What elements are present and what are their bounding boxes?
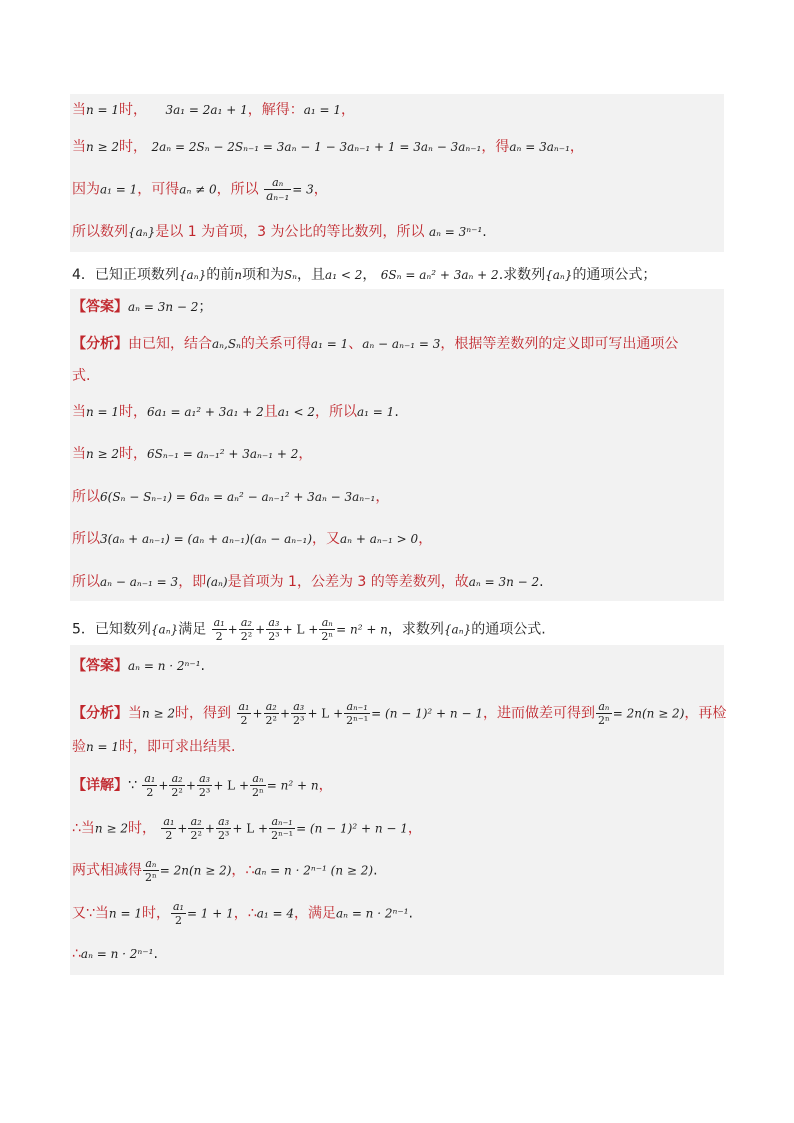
text-segment: 两式相减得 xyxy=(72,862,142,879)
text-segment: 所以 xyxy=(72,574,100,590)
section-tag: 【答案】 xyxy=(72,658,128,674)
math-expression: 6Sₙ₋₁ = aₙ₋₁² + 3aₙ₋₁ + 2 xyxy=(147,447,299,461)
math-expression: 2aₙ = 2Sₙ − 2Sₙ₋₁ = 3aₙ − 1 − 3aₙ₋₁ + 1 = 3aₙ − 3aₙ₋₁ xyxy=(151,140,482,154)
fraction-denominator: 2³ xyxy=(217,829,230,842)
math-expression: + xyxy=(255,622,266,637)
fraction-numerator: a₃ xyxy=(266,616,281,630)
math-expression: = (n − 1)² + n − 1 xyxy=(371,706,483,721)
text-segment: ， xyxy=(318,777,333,794)
text-segment: . xyxy=(539,574,544,590)
text-segment: ， xyxy=(313,181,328,198)
fraction xyxy=(250,772,266,799)
text-segment: ，∴ xyxy=(233,905,257,922)
text-segment: ， xyxy=(418,531,433,547)
math-expression: {aₙ} xyxy=(178,268,207,282)
text-segment: 1 xyxy=(187,224,197,240)
section-tag: 【详解】 xyxy=(72,777,128,794)
b1-line-2 xyxy=(72,137,722,157)
math-expression: {aₙ} xyxy=(150,622,179,637)
math-expression: = 1 + 1 xyxy=(186,906,234,921)
math-expression: + xyxy=(252,706,263,721)
text-segment: 5．已知数列 xyxy=(72,621,151,638)
text-segment: 时， xyxy=(119,102,148,118)
text-segment: 当 xyxy=(72,102,86,118)
fraction-numerator: a₁ xyxy=(213,616,225,629)
text-segment: . xyxy=(153,946,158,962)
text-segment: ，∴ xyxy=(231,862,255,879)
math-expression: + xyxy=(204,821,215,836)
math-expression: aₙ = n · 2ⁿ⁻¹ (n ≥ 2) xyxy=(254,863,374,878)
math-expression: 6Sₙ = aₙ² + 3aₙ + 2 xyxy=(380,268,499,282)
text-segment: 所以 xyxy=(72,531,100,547)
text-segment: 当 xyxy=(72,404,86,420)
text-segment: 3 xyxy=(257,224,267,240)
text-segment: ，所以 xyxy=(216,181,259,198)
text-segment: 当 xyxy=(128,705,142,722)
math-expression: a₁ = 1 xyxy=(303,103,341,117)
section-tag: 【答案】 xyxy=(72,299,128,315)
b2-analysis-cont xyxy=(72,366,722,386)
question-4 xyxy=(72,265,722,285)
math-expression: aₙ = 3ⁿ⁻¹ xyxy=(428,225,483,239)
text-segment: . xyxy=(394,404,399,420)
fraction-denominator: 2³ xyxy=(293,714,305,727)
text-segment: 验 xyxy=(72,739,86,755)
math-expression: aₙ − aₙ₋₁ = 3 xyxy=(100,575,179,589)
fraction xyxy=(237,700,252,727)
fraction-numerator: a₁ xyxy=(238,700,250,713)
text-segment: 且 xyxy=(263,404,278,420)
fraction xyxy=(197,772,212,799)
math-expression: aₙ = n · 2ⁿ⁻¹ xyxy=(128,659,201,673)
text-segment: ， xyxy=(375,489,390,505)
fraction-numerator: aₙ₋₁ xyxy=(344,700,370,714)
text-segment: 项和为 xyxy=(241,267,284,283)
text-segment: ， xyxy=(341,102,355,118)
math-expression: = 3 xyxy=(292,182,314,197)
text-segment: 所以 xyxy=(72,489,100,505)
text-segment: 式. xyxy=(72,368,91,384)
fraction-denominator: 2 xyxy=(174,914,182,927)
fraction xyxy=(344,700,370,727)
math-expression: aₙ + aₙ₋₁ > 0 xyxy=(340,532,419,546)
text-segment: ，所以 xyxy=(315,404,358,420)
b2-step-3 xyxy=(72,487,722,507)
text-segment: ，根据等差数列的定义即可写出通项公 xyxy=(440,336,679,352)
fraction-denominator: 2 xyxy=(146,786,154,799)
fraction-numerator: a₃ xyxy=(291,700,306,714)
fraction xyxy=(142,772,157,799)
fraction xyxy=(171,900,186,927)
fraction-numerator: aₙ xyxy=(596,700,612,714)
text-segment: ； xyxy=(198,299,213,315)
b1-line-3 xyxy=(72,176,722,203)
b3-analysis xyxy=(72,700,727,727)
fraction-denominator: 2² xyxy=(171,786,183,799)
math-expression: aₙ = 3n − 2 xyxy=(468,575,540,589)
math-expression: {aₙ} xyxy=(443,622,472,637)
fraction-denominator: 2ⁿ xyxy=(321,630,334,643)
math-expression: = n² + n xyxy=(266,778,319,793)
fraction xyxy=(212,616,227,643)
b3-detail-2 xyxy=(72,815,722,842)
text-segment: . xyxy=(200,658,205,674)
text-segment: 3 xyxy=(357,574,367,590)
text-segment: ，再检 xyxy=(684,705,727,722)
text-segment: 的通项公式； xyxy=(572,267,657,283)
fraction-numerator: a₂ xyxy=(188,815,203,829)
fraction-numerator: a₂ xyxy=(169,772,184,786)
b3-detail-5 xyxy=(72,944,722,964)
b2-step-4 xyxy=(72,529,722,549)
fraction xyxy=(143,857,159,884)
text-segment: 的通项公式. xyxy=(471,621,546,638)
math-expression: n ≥ 2 xyxy=(86,140,120,154)
text-segment: ，即 xyxy=(178,574,207,590)
section-tag: 【分析】 xyxy=(72,336,128,352)
fraction-denominator: 2ⁿ xyxy=(597,714,610,727)
fraction xyxy=(161,815,176,842)
fraction-denominator: 2 xyxy=(215,630,223,643)
math-expression: n xyxy=(234,268,242,282)
b1-line-1 xyxy=(72,100,722,120)
fraction xyxy=(264,176,291,203)
text-segment: 是以 xyxy=(155,224,184,240)
math-expression: 3(aₙ + aₙ₋₁) = (aₙ + aₙ₋₁)(aₙ − aₙ₋₁) xyxy=(100,532,312,546)
text-segment: 因为 xyxy=(72,181,100,198)
math-expression: aₙ = 3n − 2 xyxy=(128,300,199,314)
fraction xyxy=(264,700,279,727)
fraction-numerator: a₃ xyxy=(197,772,212,786)
text-segment: 的关系可得 xyxy=(240,336,311,352)
fraction-denominator: 2³ xyxy=(268,630,280,643)
fraction xyxy=(291,700,306,727)
fraction-numerator: a₁ xyxy=(172,900,184,913)
math-expression: + xyxy=(227,622,238,637)
math-expression: n ≥ 2 xyxy=(94,821,128,836)
fraction-numerator: aₙ xyxy=(264,176,291,190)
section-tag: 【分析】 xyxy=(72,705,128,722)
text-segment: 时， xyxy=(127,820,156,837)
text-segment: ， xyxy=(407,820,422,837)
fraction-numerator: aₙ xyxy=(143,857,159,871)
math-expression: aₙ,Sₙ xyxy=(212,337,241,351)
fraction-numerator: a₁ xyxy=(144,772,156,785)
math-expression: + xyxy=(158,778,169,793)
text-segment: 时，得到 xyxy=(175,705,232,722)
b3-detail-4 xyxy=(72,900,722,927)
text-segment: ∴当 xyxy=(72,820,95,837)
fraction-denominator: 2 xyxy=(240,714,248,727)
math-expression: a₁ = 1 xyxy=(100,182,138,197)
math-expression: + L + xyxy=(282,622,319,637)
text-segment: ，求数列 xyxy=(387,621,444,638)
text-segment: .求数列 xyxy=(498,267,546,283)
text-segment: ，解得： xyxy=(247,102,304,118)
fraction-numerator: a₁ xyxy=(163,815,175,828)
text-segment: ，得 xyxy=(481,139,510,155)
fraction xyxy=(596,700,612,727)
text-segment: 又∵当 xyxy=(72,905,109,922)
math-expression: + L + xyxy=(213,778,250,793)
text-segment: 满足 xyxy=(178,621,207,638)
text-segment: ∴ xyxy=(72,946,81,962)
math-expression: n = 1 xyxy=(108,906,142,921)
text-segment: 为首项， xyxy=(201,224,258,240)
text-segment: 、 xyxy=(348,336,363,352)
math-expression: a₁ = 1 xyxy=(357,405,395,419)
b1-line-4 xyxy=(72,222,722,242)
math-expression: (aₙ) xyxy=(206,575,228,589)
text-segment: ∵ xyxy=(128,777,137,794)
question-5 xyxy=(72,616,722,643)
math-expression: a₁ < 2 xyxy=(277,405,316,419)
text-segment: 的前 xyxy=(206,267,235,283)
math-expression: aₙ − aₙ₋₁ = 3 xyxy=(362,337,441,351)
fraction-denominator: 2³ xyxy=(198,786,211,799)
fraction-numerator: a₂ xyxy=(239,616,254,630)
fraction-numerator: aₙ₋₁ xyxy=(269,815,295,829)
fraction-numerator: aₙ xyxy=(319,616,335,630)
math-expression: aₙ = n · 2ⁿ⁻¹ xyxy=(335,906,409,921)
text-segment: 所以数列 xyxy=(72,224,128,240)
fraction-denominator: 2² xyxy=(190,829,202,842)
fraction-denominator: 2ⁿ xyxy=(145,871,157,884)
fraction xyxy=(188,815,203,842)
math-expression: 3a₁ = 2a₁ + 1 xyxy=(165,103,248,117)
b2-step-2 xyxy=(72,444,722,464)
math-expression: n = 1 xyxy=(86,740,120,754)
fraction-denominator: 2ⁿ xyxy=(252,786,264,799)
text-segment: ，可得 xyxy=(137,181,180,198)
fraction xyxy=(269,815,295,842)
text-segment: 是首项为 xyxy=(227,574,284,590)
text-segment: ， xyxy=(362,267,377,283)
text-segment: ，且 xyxy=(297,267,326,283)
text-segment: 时， xyxy=(119,446,148,462)
text-segment: 为公比的等比数列，所以 xyxy=(270,224,425,240)
text-segment: ，公差为 xyxy=(296,574,353,590)
fraction xyxy=(169,772,184,799)
text-segment: ， xyxy=(569,139,584,155)
text-segment: 时， xyxy=(119,139,148,155)
math-expression: = 2n(n ≥ 2) xyxy=(612,706,685,721)
text-segment: ， xyxy=(298,446,313,462)
math-expression: aₙ = 3aₙ₋₁ xyxy=(509,140,570,154)
math-expression: a₁ < 2 xyxy=(325,268,363,282)
fraction-denominator: aₙ₋₁ xyxy=(266,189,290,203)
math-expression: n ≥ 2 xyxy=(142,706,176,721)
b3-analysis-cont xyxy=(72,737,722,757)
math-expression: {aₙ} xyxy=(545,268,573,282)
text-segment: . xyxy=(408,905,413,922)
math-expression: 6a₁ = a₁² + 3a₁ + 2 xyxy=(147,405,264,419)
text-segment: 的等差数列，故 xyxy=(370,574,469,590)
fraction-denominator: 2 xyxy=(165,829,173,842)
fraction xyxy=(216,815,231,842)
text-segment: 1 xyxy=(288,574,297,590)
math-expression: a₁ = 1 xyxy=(310,337,349,351)
math-expression: + L + xyxy=(232,821,269,836)
math-expression: aₙ ≠ 0 xyxy=(179,182,217,197)
fraction xyxy=(319,616,335,643)
text-segment: 当 xyxy=(72,139,86,155)
fraction-denominator: 2² xyxy=(265,714,277,727)
math-expression: n ≥ 2 xyxy=(86,447,120,461)
math-expression: = n² + n xyxy=(336,622,388,637)
math-expression: = 2n(n ≥ 2) xyxy=(159,863,232,878)
b2-step-1 xyxy=(72,402,722,422)
math-expression: = (n − 1)² + n − 1 xyxy=(296,821,408,836)
b2-analysis xyxy=(72,334,722,354)
text-segment: 由已知，结合 xyxy=(128,336,212,352)
fraction-denominator: 2² xyxy=(240,630,253,643)
math-expression: n = 1 xyxy=(86,405,120,419)
fraction xyxy=(239,616,254,643)
math-expression: aₙ = n · 2ⁿ⁻¹ xyxy=(80,947,154,961)
text-segment: 时，即可求出结果. xyxy=(119,739,236,755)
b3-answer xyxy=(72,656,722,676)
math-expression: + xyxy=(177,821,188,836)
text-segment: . xyxy=(482,224,487,240)
fraction xyxy=(266,616,281,643)
text-segment: . xyxy=(373,862,378,879)
math-expression: Sₙ xyxy=(283,268,298,282)
text-segment: 4．已知正项数列 xyxy=(72,267,179,283)
math-expression: 6(Sₙ − Sₙ₋₁) = 6aₙ = aₙ² − aₙ₋₁² + 3aₙ − 3aₙ₋₁ xyxy=(100,490,376,504)
math-expression: + xyxy=(279,706,291,721)
text-segment: 当 xyxy=(72,446,86,462)
fraction-denominator: 2ⁿ⁻¹ xyxy=(271,829,294,842)
text-segment: 时， xyxy=(141,905,170,922)
b2-step-5 xyxy=(72,572,722,592)
b3-detail-1 xyxy=(72,772,722,799)
text-segment: ，又 xyxy=(312,531,340,547)
math-expression: {aₙ} xyxy=(128,225,156,239)
b3-detail-3 xyxy=(72,857,722,884)
fraction-numerator: aₙ xyxy=(250,772,266,786)
text-segment: ，进而做差可得到 xyxy=(482,705,595,722)
text-segment: 时， xyxy=(119,404,148,420)
math-expression: a₁ = 4 xyxy=(256,906,294,921)
math-expression: n = 1 xyxy=(86,103,120,117)
fraction-numerator: a₂ xyxy=(264,700,279,714)
text-segment: ，满足 xyxy=(293,905,336,922)
math-expression: + L + xyxy=(307,706,344,721)
fraction-numerator: a₃ xyxy=(216,815,231,829)
fraction-denominator: 2ⁿ⁻¹ xyxy=(346,714,369,727)
b2-answer xyxy=(72,297,722,317)
math-expression: + xyxy=(185,778,196,793)
